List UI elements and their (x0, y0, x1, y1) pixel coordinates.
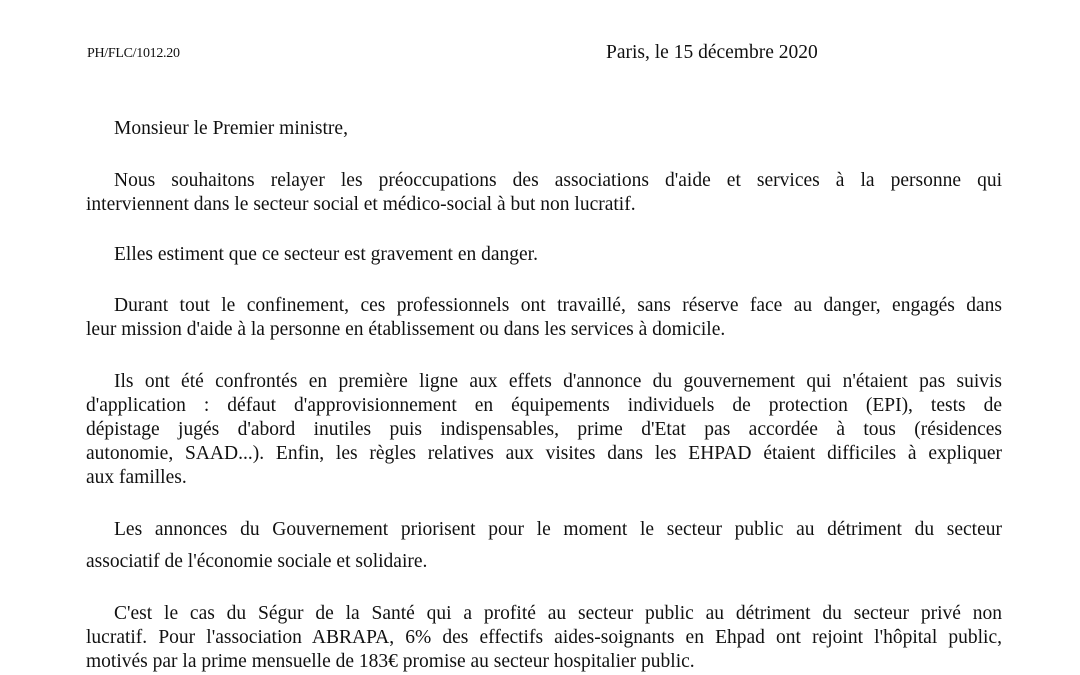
paragraph-line: autonomie, SAAD...). Enfin, les règles relatives aux visites dans les EHPAD étaient difficiles à expliquer (86, 443, 1002, 464)
reference-number: PH/FLC/1012.20 (87, 46, 180, 61)
paragraph-line: Durant tout le confinement, ces professionnels ont travaillé, sans réserve face au danger, engagés dans (114, 295, 1002, 316)
paragraph-line: motivés par la prime mensuelle de 183€ promise au secteur hospitalier public. (86, 651, 695, 672)
paragraph-segur (86, 602, 1002, 674)
paragraph-concerns (86, 169, 1002, 217)
paragraph-danger (86, 243, 1002, 267)
salutation: Monsieur le Premier ministre, (114, 118, 348, 139)
paragraph-line: associatif de l'économie sociale et solidaire. (86, 551, 428, 572)
paragraph-line: Ils ont été confrontés en première ligne aux effets d'annonce du gouvernement qui n'étaient pas suivis (114, 371, 1002, 392)
paragraph-line: leur mission d'aide à la personne en établissement ou dans les services à domicile. (86, 319, 726, 340)
paragraph-line: Elles estiment que ce secteur est gravement en danger. (114, 244, 538, 265)
paragraph-line: interviennent dans le secteur social et médico-social à but non lucratif. (86, 194, 636, 215)
paragraph-line: C'est le cas du Ségur de la Santé qui a profité au secteur public au détriment du secteur privé non (114, 603, 1002, 624)
place-and-date: Paris, le 15 décembre 2020 (606, 42, 818, 63)
paragraph-line: lucratif. Pour l'association ABRAPA, 6% des effectifs aides-soignants en Ehpad ont rejoint l'hôpital public, (86, 627, 1002, 648)
paragraph-front-line (86, 370, 1002, 490)
paragraph-line: dépistage jugés d'abord inutiles puis indispensables, prime d'Etat pas accordée à tous (résidences (86, 419, 1002, 440)
paragraph-lockdown (86, 294, 1002, 342)
paragraph-government-priority (86, 518, 1002, 574)
paragraph-line: d'application : défaut d'approvisionnement en équipements individuels de protection (EPI), tests de (86, 395, 1002, 416)
paragraph-line: Nous souhaitons relayer les préoccupations des associations d'aide et services à la personne qui (114, 170, 1002, 191)
paragraph-line: Les annonces du Gouvernement priorisent pour le moment le secteur public au détriment du secteur (114, 519, 1002, 540)
paragraph-line: aux familles. (86, 467, 187, 488)
